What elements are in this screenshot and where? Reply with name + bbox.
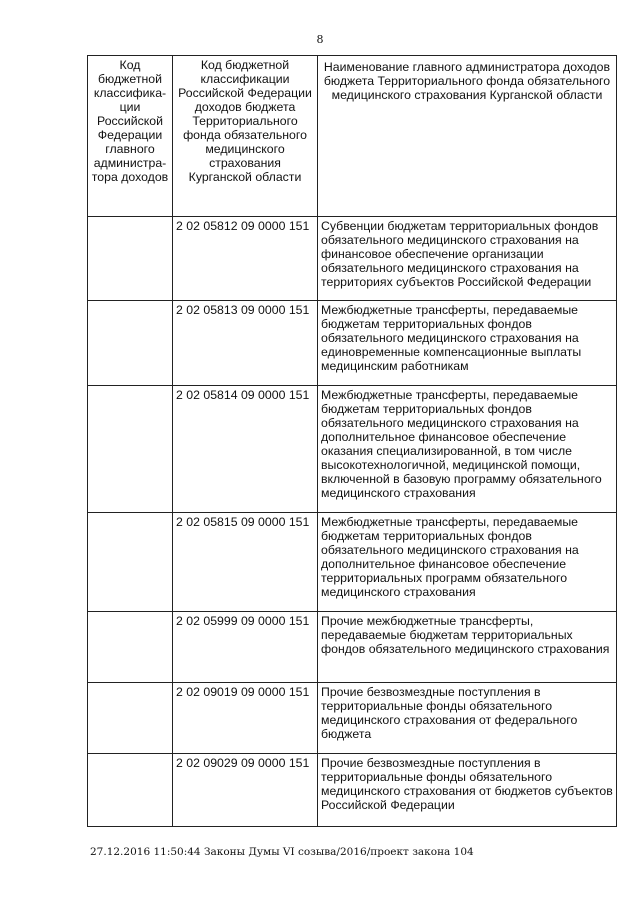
table-row [88, 612, 617, 683]
admin-code-cell [88, 683, 173, 754]
admin-code-cell [88, 386, 173, 513]
admin-code-cell [88, 754, 173, 827]
page-number: 8 [316, 33, 324, 46]
income-code-cell: 2 02 05814 09 0000 151 [173, 386, 318, 513]
income-name-cell: Межбюджетные трансферты, передаваемые бюджетам территориальных фондов обязательного медицинского страхования на дополнительное финансовое обеспечение территориальных программ обязательного медицинского страхования [318, 513, 617, 612]
header-income-code: Код бюджетной классификации Российской Федерации доходов бюджета Территориального фонда обязательного медицинского страхования Курганской области [173, 56, 318, 217]
income-code-cell: 2 02 05999 09 0000 151 [173, 612, 318, 683]
table-row [88, 683, 617, 754]
income-code-cell: 2 02 05812 09 0000 151 [173, 217, 318, 301]
income-name-cell: Прочие межбюджетные трансферты, передаваемые бюджетам территориальных фондов обязательного медицинского страхования [318, 612, 617, 683]
income-code-cell: 2 02 05815 09 0000 151 [173, 513, 318, 612]
table-header-row [88, 56, 617, 217]
table-row [88, 513, 617, 612]
income-name-cell: Прочие безвозмездные поступления в территориальные фонды обязательного медицинского страхования от федерального бюджета [318, 683, 617, 754]
document-footer: 27.12.2016 11:50:44 Законы Думы VI созыва/2016/проект закона 104 [90, 846, 474, 858]
income-name-cell: Субвенции бюджетам территориальных фондов обязательного медицинского страхования на финансовое обеспечение организации обязательного медицинского страхования на территориях субъектов Российской Федерации [318, 217, 617, 301]
income-name-cell: Прочие безвозмездные поступления в территориальные фонды обязательного медицинского страхования от бюджетов субъектов Российской Федерации [318, 754, 617, 827]
table-row [88, 386, 617, 513]
table-row [88, 301, 617, 386]
header-admin-code: Код бюджетной классифика-ции Российской Федерации главного администра-тора доходов [88, 56, 173, 217]
income-name-cell: Межбюджетные трансферты, передаваемые бюджетам территориальных фондов обязательного медицинского страхования на дополнительное финансовое обеспечение оказания специализированной, в том числе высокотехнологичной, медицинской помощи, включенной в базовую программу обязательного медицинского страхования [318, 386, 617, 513]
budget-classification-table [87, 55, 617, 827]
admin-code-cell [88, 612, 173, 683]
admin-code-cell [88, 513, 173, 612]
admin-code-cell [88, 301, 173, 386]
income-code-cell: 2 02 09029 09 0000 151 [173, 754, 318, 827]
header-admin-name: Наименование главного администратора доходов бюджета Территориального фонда обязательного медицинского страхования Курганской области [318, 56, 617, 217]
admin-code-cell [88, 217, 173, 301]
income-name-cell: Межбюджетные трансферты, передаваемые бюджетам территориальных фондов обязательного медицинского страхования на единовременные компенсационные выплаты медицинским работникам [318, 301, 617, 386]
table-row [88, 754, 617, 827]
table-row [88, 217, 617, 301]
income-code-cell: 2 02 05813 09 0000 151 [173, 301, 318, 386]
income-code-cell: 2 02 09019 09 0000 151 [173, 683, 318, 754]
